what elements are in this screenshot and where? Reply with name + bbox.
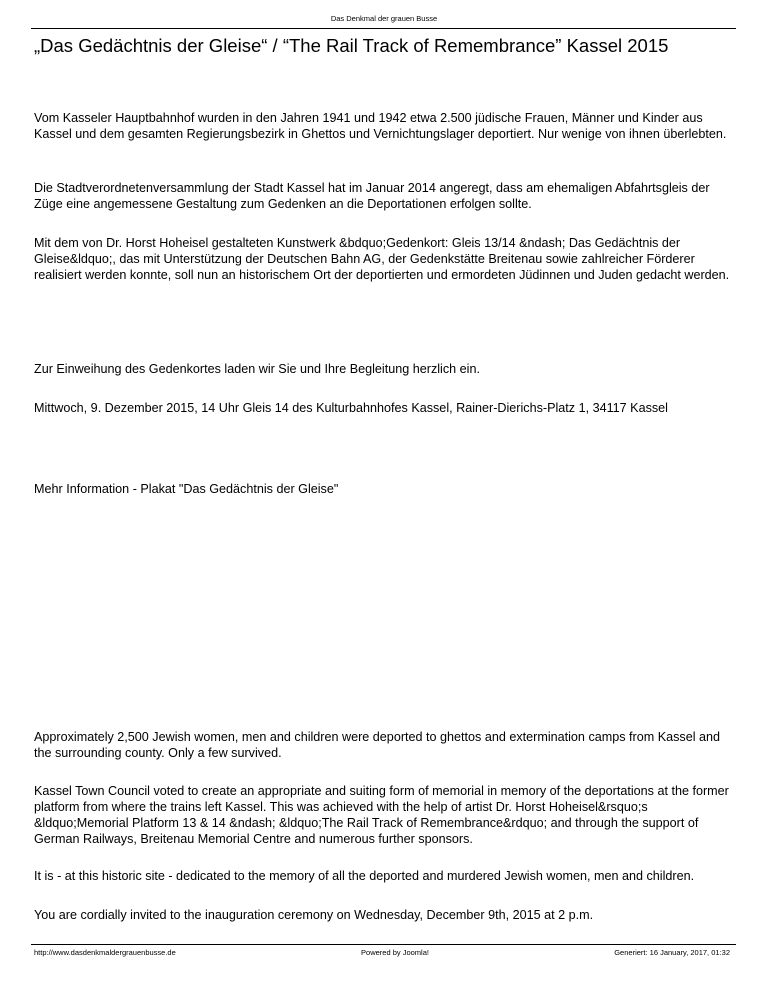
footer-rule	[31, 944, 736, 945]
footer-generated-date: Generiert: 16 January, 2017, 01:32	[614, 948, 730, 957]
footer-url[interactable]: http://www.dasdenkmaldergrauenbusse.de	[34, 948, 176, 957]
running-header: Das Denkmal der grauen Busse	[330, 14, 438, 23]
paragraph-de-3: Mit dem von Dr. Horst Hoheisel gestalteten Kunstwerk &bdquo;Gedenkort: Gleis 13/14 &ndash; Das Gedächtnis der Gleise&ldquo;, das mit Unterstützung der Deutschen Bahn AG, der Gedenkstätte Breitenau sowie zahlreicher Förderer realisiert werden konnte, soll nun an historischem Ort der deportierten und ermordeten Jüdinnen und Juden gedacht werden.	[34, 236, 730, 282]
event-details-de: Mittwoch, 9. Dezember 2015, 14 Uhr Gleis 14 des Kulturbahnhofes Kassel, Rainer-Dierichs-Platz 1, 34117 Kassel	[34, 401, 668, 415]
paragraph-de-1: Vom Kasseler Hauptbahnhof wurden in den Jahren 1941 und 1942 etwa 2.500 jüdische Frauen, Männer und Kinder aus Kassel und dem gesamten Regierungsbezirk in Ghettos und Vernichtungslager deportiert. Nur wenige von ihnen überlebten.	[34, 111, 727, 141]
article-title: „Das Gedächtnis der Gleise“ / “The Rail Track of Remembrance” Kassel 2015	[34, 35, 669, 56]
footer-powered-by: Powered by Joomla!	[361, 948, 429, 957]
paragraph-en-4: You are cordially invited to the inauguration ceremony on Wednesday, December 9th, 2015 at 2 p.m.	[34, 908, 594, 922]
more-info-paragraph	[34, 481, 734, 497]
paragraph-en-1: Approximately 2,500 Jewish women, men and children were deported to ghettos and extermination camps from Kassel and the surrounding county. Only a few survived.	[34, 730, 721, 760]
paragraph-en-2: Kassel Town Council voted to create an appropriate and suiting form of memorial in memory of the deportations at the former platform from where the trains left Kassel. This was achieved with the help of artist Dr. Horst Hoheisel&rsquo;s &ldquo;Memorial Platform 13 & 14 &ndash; &ldquo;The Rail Track of Remembrance&rdquo; and through the support of German Railways, Breitenau Memorial Centre and numerous further sponsors.	[34, 784, 729, 846]
paragraph-en-3: It is - at this historic site - dedicated to the memory of all the deported and murdered Jewish women, men and children.	[34, 869, 695, 883]
page-footer	[34, 948, 730, 958]
paragraph-de-4: Zur Einweihung des Gedenkortes laden wir Sie und Ihre Begleitung herzlich ein.	[34, 362, 480, 376]
paragraph-de-2: Die Stadtverordnetenversammlung der Stadt Kassel hat im Januar 2014 angeregt, dass am ehemaligen Abfahrtsgleis der Züge eine angemessene Gestaltung zum Gedenken an die Deportationen erfolgen sollte.	[34, 181, 710, 211]
more-info-link[interactable]: Mehr Information - Plakat "Das Gedächtnis der Gleise"	[34, 482, 339, 496]
header-rule	[31, 28, 736, 29]
